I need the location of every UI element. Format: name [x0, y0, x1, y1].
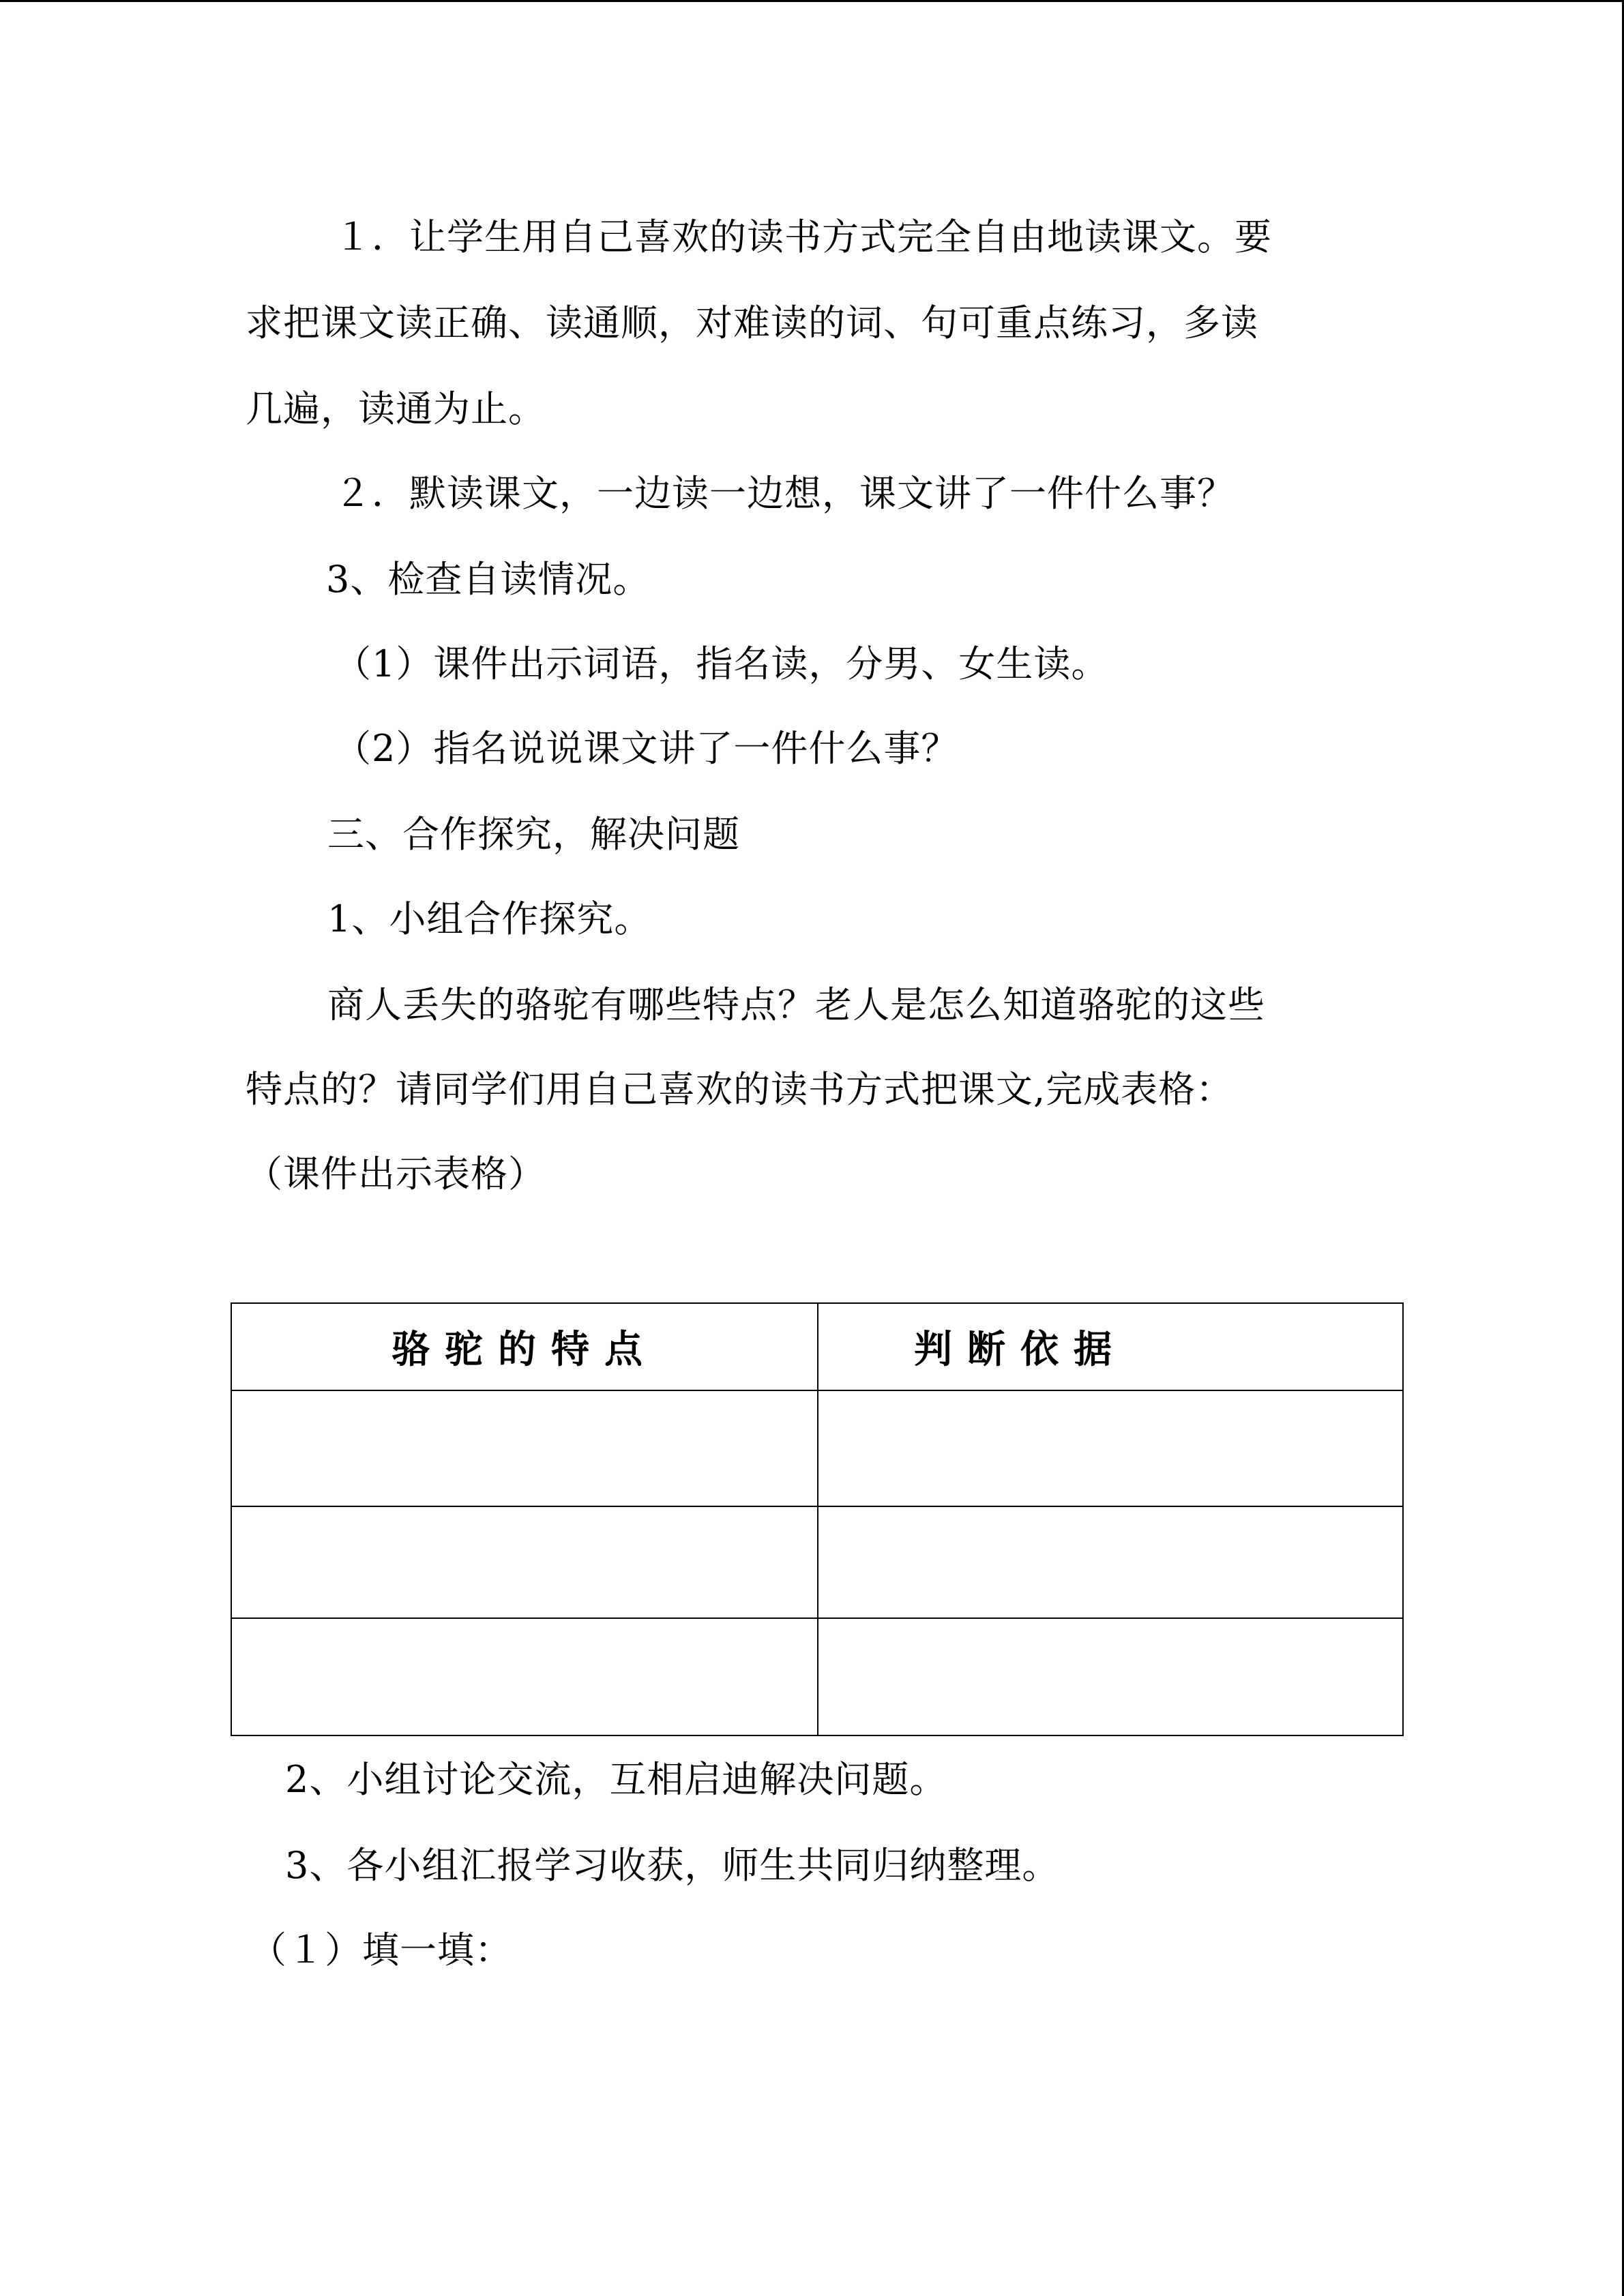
paragraph-8-line-2: 特点的？请同学们用自己喜欢的读书方式把课文,完成表格： — [246, 1068, 1234, 1111]
table-cell — [231, 1390, 818, 1506]
table-header-features: 骆驼的特点 — [231, 1303, 818, 1390]
paragraph-5: （2）指名说说课文讲了一件什么事？ — [334, 727, 959, 770]
camel-features-table — [231, 1302, 1404, 1736]
table-cell — [818, 1618, 1403, 1735]
paragraph-3: 3、检查自读情况。 — [326, 558, 651, 601]
paragraph-1-line-1: １．让学生用自己喜欢的读书方式完全自由地读课文。要 — [334, 215, 1272, 258]
paragraph-9: （课件出示表格） — [246, 1152, 546, 1195]
table-cell — [231, 1506, 818, 1618]
table-header-evidence: 判断依据 — [818, 1303, 1403, 1390]
table-cell — [231, 1618, 818, 1735]
paragraph-12: （１）填一填： — [250, 1928, 512, 1971]
table-header-row — [231, 1303, 1403, 1390]
table-row — [231, 1506, 1403, 1618]
paragraph-8-line-1: 商人丢失的骆驼有哪些特点？老人是怎么知道骆驼的这些 — [327, 983, 1265, 1026]
paragraph-7: 1、小组合作探究。 — [327, 897, 652, 940]
paragraph-10: 2、小组讨论交流，互相启迪解决问题。 — [285, 1758, 947, 1801]
paragraph-1-line-3: 几遍，读通为止。 — [246, 387, 546, 430]
section-heading-3: 三、合作探究，解决问题 — [327, 813, 740, 856]
table-cell — [818, 1506, 1403, 1618]
paragraph-11: 3、各小组汇报学习收获，师生共同归纳整理。 — [285, 1844, 1060, 1887]
table-row — [231, 1618, 1403, 1735]
table-cell — [818, 1390, 1403, 1506]
page-border-top — [0, 0, 1624, 2]
paragraph-2: ２．默读课文，一边读一边想，课文讲了一件什么事？ — [334, 472, 1235, 515]
table-row — [231, 1390, 1403, 1506]
paragraph-1-line-2: 求把课文读正确、读通顺，对难读的词、句可重点练习，多读 — [246, 301, 1258, 344]
paragraph-4: （1）课件出示词语，指名读，分男、女生读。 — [334, 642, 1109, 685]
